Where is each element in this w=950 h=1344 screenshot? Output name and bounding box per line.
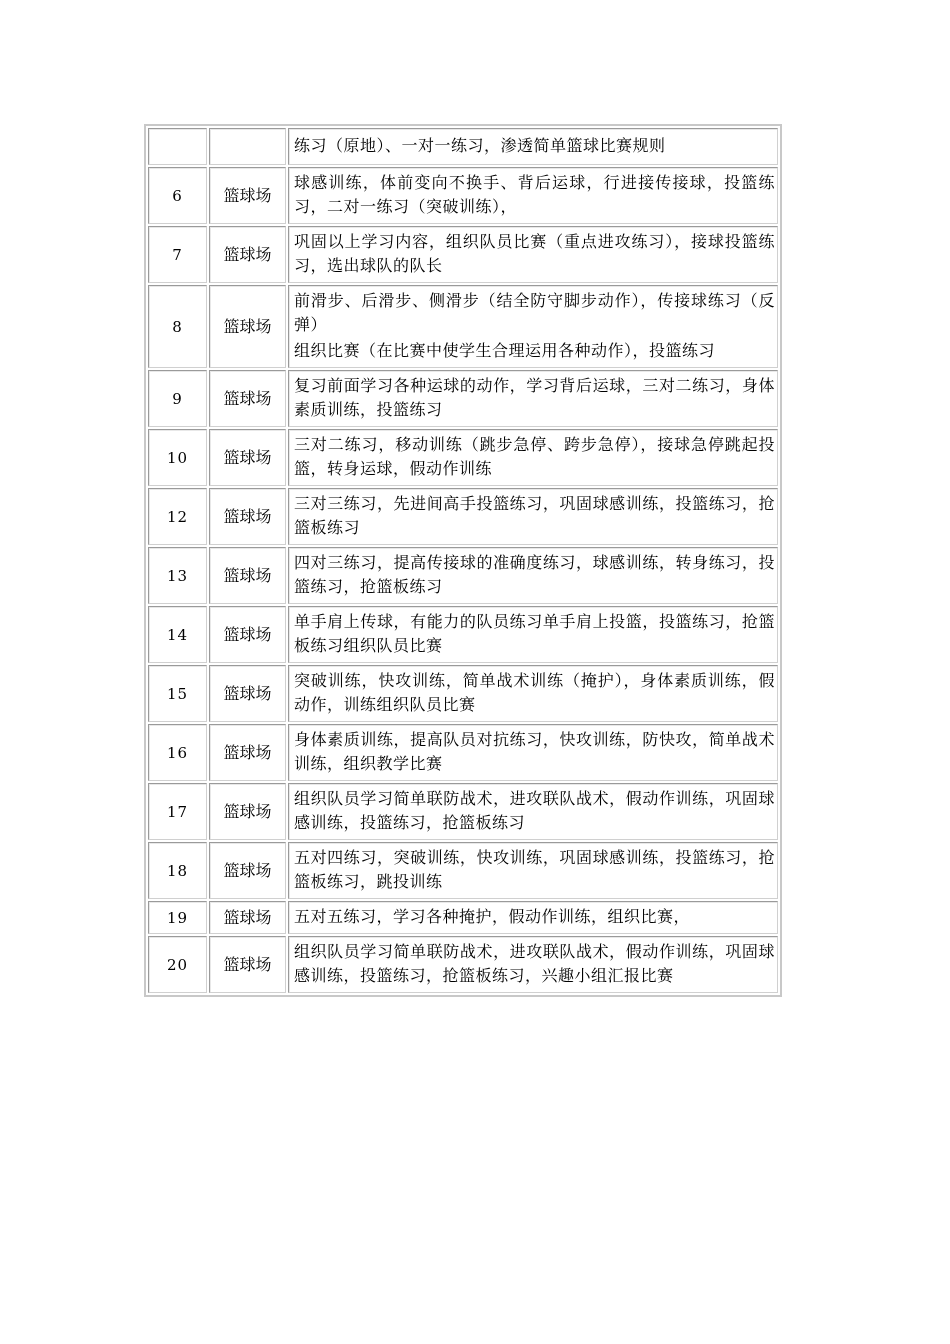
session-number-cell: 7	[148, 226, 207, 283]
venue-cell: 篮球场	[209, 285, 286, 368]
content-cell	[288, 128, 778, 165]
venue-cell: 篮球场	[209, 429, 286, 486]
table-row	[148, 842, 778, 899]
content-cell	[288, 901, 778, 934]
content-line: 三对二练习，移动训练（跳步急停、跨步急停），接球急停跳起投篮，转身运球，假动作训练	[294, 435, 775, 478]
session-number-cell: 15	[148, 665, 207, 722]
session-number-cell: 9	[148, 370, 207, 427]
venue-cell: 篮球场	[209, 665, 286, 722]
training-schedule-table	[146, 126, 780, 995]
venue-cell: 篮球场	[209, 488, 286, 545]
venue-cell: 篮球场	[209, 547, 286, 604]
content-line: 突破训练，快攻训练，简单战术训练（掩护），身体素质训练，假动作，训练组织队员比赛	[294, 671, 775, 714]
content-cell	[288, 226, 778, 283]
session-number-cell: 8	[148, 285, 207, 368]
table-row	[148, 665, 778, 722]
table-row	[148, 936, 778, 993]
table-row	[148, 370, 778, 427]
content-cell	[288, 842, 778, 899]
content-line: 复习前面学习各种运球的动作，学习背后运球，三对二练习，身体素质训练，投篮练习	[294, 376, 775, 419]
content-line: 组织队员学习简单联防战术，进攻联队战术，假动作训练，巩固球感训练，投篮练习，抢篮板练习	[294, 789, 775, 832]
session-number-cell: 16	[148, 724, 207, 781]
table-row	[148, 724, 778, 781]
session-number-cell: 14	[148, 606, 207, 663]
content-line: 三对三练习，先进间高手投篮练习，巩固球感训练，投篮练习，抢篮板练习	[294, 494, 775, 537]
content-line: 四对三练习，提高传接球的准确度练习，球感训练，转身练习，投篮练习，抢篮板练习	[294, 553, 775, 596]
content-line: 前滑步、后滑步、侧滑步（结全防守脚步动作），传接球练习（反弹）	[294, 291, 775, 334]
content-cell	[288, 285, 778, 368]
venue-cell	[209, 128, 286, 165]
venue-cell: 篮球场	[209, 226, 286, 283]
content-cell	[288, 606, 778, 663]
content-line: 身体素质训练，提高队员对抗练习，快攻训练，防快攻，简单战术训练，组织教学比赛	[294, 730, 775, 773]
content-cell	[288, 167, 778, 224]
session-number-cell: 6	[148, 167, 207, 224]
table-body	[148, 128, 778, 993]
content-line: 组织比赛（在比赛中使学生合理运用各种动作），投篮练习	[294, 341, 716, 360]
venue-cell: 篮球场	[209, 370, 286, 427]
content-cell	[288, 488, 778, 545]
table-row	[148, 128, 778, 165]
table-row	[148, 429, 778, 486]
table-row	[148, 167, 778, 224]
content-cell	[288, 429, 778, 486]
content-cell	[288, 665, 778, 722]
session-number-cell: 10	[148, 429, 207, 486]
content-line: 单手肩上传球，有能力的队员练习单手肩上投篮，投篮练习，抢篮板练习组织队员比赛	[294, 612, 775, 655]
table-row	[148, 783, 778, 840]
venue-cell: 篮球场	[209, 783, 286, 840]
session-number-cell: 17	[148, 783, 207, 840]
content-cell	[288, 724, 778, 781]
table-row	[148, 226, 778, 283]
venue-cell: 篮球场	[209, 167, 286, 224]
table-row	[148, 488, 778, 545]
session-number-cell: 12	[148, 488, 207, 545]
content-line: 五对五练习，学习各种掩护，假动作训练，组织比赛，	[294, 907, 691, 926]
session-number-cell: 13	[148, 547, 207, 604]
content-cell	[288, 936, 778, 993]
venue-cell: 篮球场	[209, 724, 286, 781]
session-number-cell	[148, 128, 207, 165]
venue-cell: 篮球场	[209, 606, 286, 663]
table-row	[148, 901, 778, 934]
schedule-table-frame	[144, 124, 782, 997]
content-line: 球感训练，体前变向不换手、背后运球，行进接传接球，投篮练习，二对一练习（突破训练），	[294, 173, 775, 216]
venue-cell: 篮球场	[209, 842, 286, 899]
content-cell	[288, 783, 778, 840]
table-row	[148, 547, 778, 604]
session-number-cell: 18	[148, 842, 207, 899]
venue-cell: 篮球场	[209, 901, 286, 934]
session-number-cell: 19	[148, 901, 207, 934]
content-line: 练习（原地）、一对一练习，渗透简单篮球比赛规则	[294, 136, 666, 155]
content-line: 五对四练习，突破训练，快攻训练，巩固球感训练，投篮练习，抢篮板练习，跳投训练	[294, 848, 775, 891]
content-cell	[288, 370, 778, 427]
session-number-cell: 20	[148, 936, 207, 993]
content-line: 巩固以上学习内容，组织队员比赛（重点进攻练习），接球投篮练习，选出球队的队长	[294, 232, 775, 275]
venue-cell: 篮球场	[209, 936, 286, 993]
table-row	[148, 606, 778, 663]
content-cell	[288, 547, 778, 604]
content-line: 组织队员学习简单联防战术，进攻联队战术，假动作训练，巩固球感训练，投篮练习，抢篮板练习，兴趣小组汇报比赛	[294, 942, 775, 985]
table-row	[148, 285, 778, 368]
